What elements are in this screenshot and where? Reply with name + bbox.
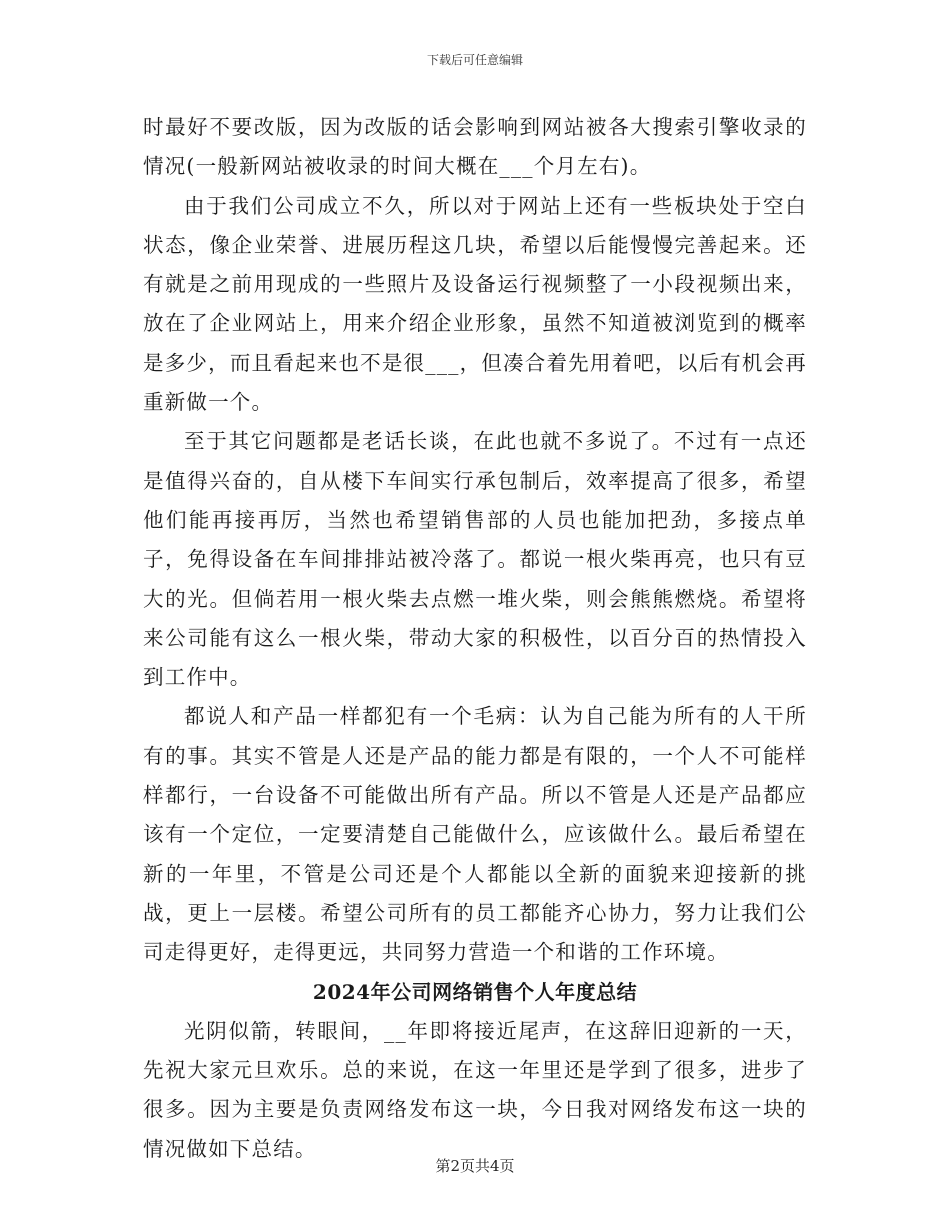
paragraph-positioning: 都说人和产品一样都犯有一个毛病：认为自己能为所有的人干所有的事。其实不管是人还是产品的能力都是有限的，一个人不可能样样都行，一台设备不可能做出所有产品。所以不管是人还是产品都应该有一个定位，一定要清楚自己能做什么，应该做什么。最后希望在新的一年里，不管是公司还是个人都能以全新的面貌来迎接新的挑战，更上一层楼。希望公司所有的员工都能齐心协力，努力让我们公司走得更好，走得更远，共同努力营造一个和谐的工作环境。 [143,704,807,965]
paragraph-summary-intro: 光阴似箭，转眼间，__年即将接近尾声，在这辞旧迎新的一天，先祝大家元旦欢乐。总的来说，在这一年里还是学到了很多，进步了很多。因为主要是负责网络发布这一块，今日我对网络发布这一块的情况做如下总结。 [143,1018,807,1161]
paragraph-continuation: 时最好不要改版，因为改版的话会影响到网站被各大搜索引擎收录的情况(一般新网站被收录的时间大概在___个月左右)。 [143,115,807,179]
paragraph-website-content: 由于我们公司成立不久，所以对于网站上还有一些板块处于空白状态，像企业荣誉、进展历程这几块，希望以后能慢慢完善起来。还有就是之前用现成的一些照片及设备运行视频整了一小段视频出来，放在了企业网站上，用来介绍企业形象，虽然不知道被浏览到的概率是多少，而且看起来也不是很___，但凑合着先用着吧，以后有机会再重新做一个。 [143,193,807,415]
section-title: 2024年公司网络销售个人年度总结 [312,979,638,1004]
page-header: 下载后可任意编辑 [426,53,523,67]
page-footer: 第2页共4页 [435,1157,515,1175]
paragraph-other-issues: 至于其它问题都是老话长谈，在此也就不多说了。不过有一点还是值得兴奋的，自从楼下车间实行承包制后，效率提高了很多，希望他们能再接再厉，当然也希望销售部的人员也能加把劲，多接点单子，免得设备在车间排排站被冷落了。都说一根火柴再亮，也只有豆大的光。但倘若用一根火柴去点燃一堆火柴，则会熊熊燃烧。希望将来公司能有这么一根火柴，带动大家的积极性，以百分百的热情投入到工作中。 [143,429,807,690]
document-body [143,108,807,1169]
